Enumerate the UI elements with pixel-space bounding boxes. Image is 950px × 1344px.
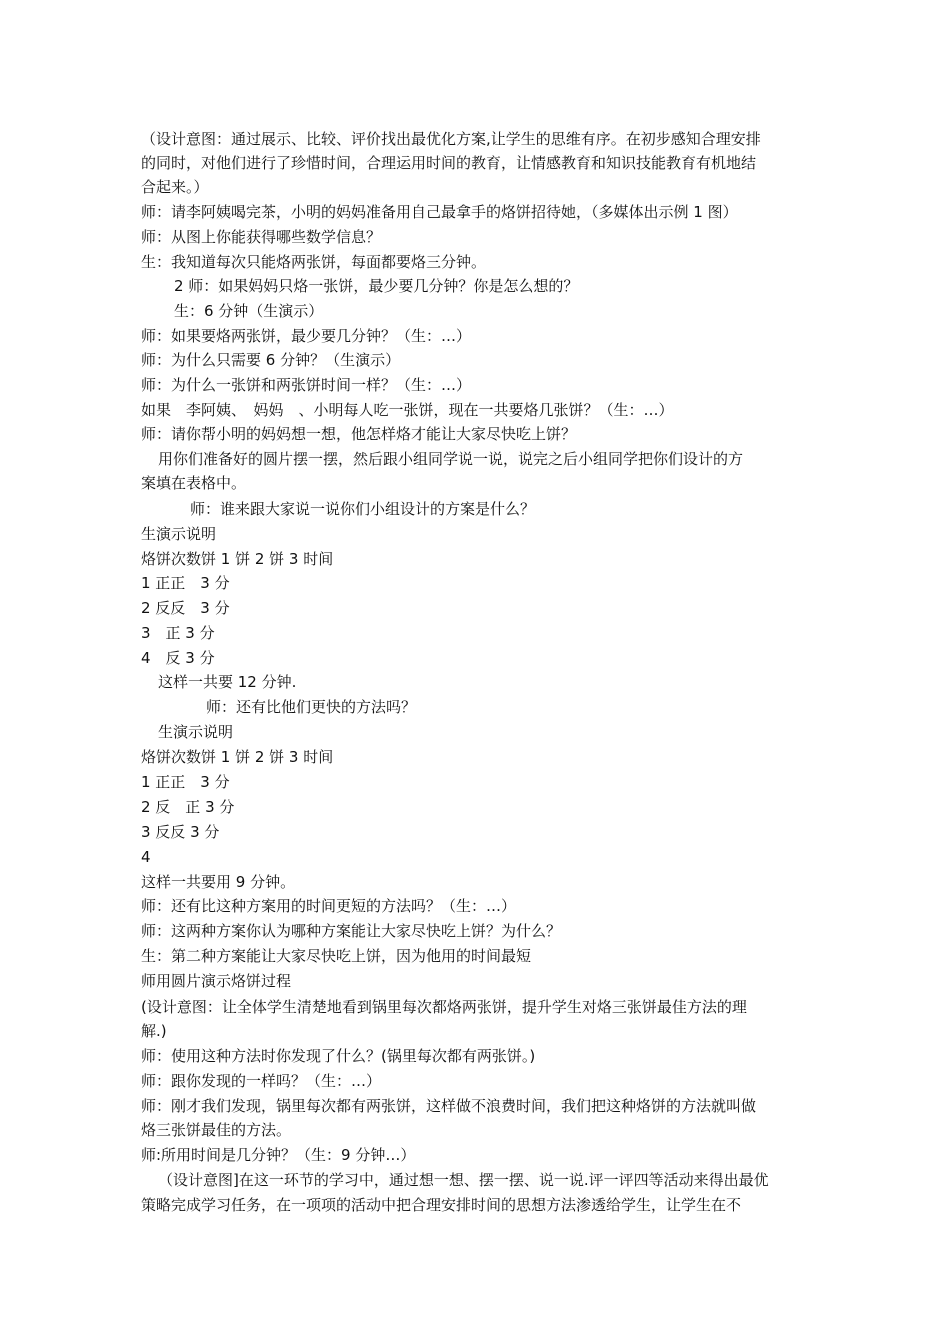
paragraph-line: 案填在表格中。 <box>141 474 247 492</box>
paragraph-line: 师：如果要烙两张饼，最少要几分钟？（生：…） <box>141 327 472 345</box>
paragraph-line: 师：为什么只需要 6 分钟？（生演示） <box>141 351 401 369</box>
paragraph-line: 生：我知道每次只能烙两张饼，每面都要烙三分钟。 <box>141 253 487 271</box>
paragraph-line: 生演示说明 <box>141 525 217 543</box>
paragraph-line: 师：使用这种方法时你发现了什么？(锅里每次都有两张饼。) <box>141 1047 536 1065</box>
paragraph-line: 烙饼次数饼 1 饼 2 饼 3 时间 <box>141 550 334 568</box>
paragraph-line: 生：第二种方案能让大家尽快吃上饼，因为他用的时间最短 <box>141 947 532 965</box>
paragraph-line: 师：请你帮小明的妈妈想一想，他怎样烙才能让大家尽快吃上饼？ <box>141 425 577 443</box>
paragraph-line: 策略完成学习任务，在一项项的活动中把合理安排时间的思想方法渗透给学生，让学生在不 <box>141 1196 742 1214</box>
paragraph-line: 这样一共要用 9 分钟。 <box>141 873 296 891</box>
paragraph-line: 生演示说明 <box>158 723 234 741</box>
paragraph-line: 师：还有比这种方案用的时间更短的方法吗？（生：…） <box>141 897 517 915</box>
paragraph-line: 师：还有比他们更快的方法吗？ <box>206 698 417 716</box>
paragraph-line: 烙三张饼最佳的方法。 <box>141 1121 292 1139</box>
paragraph-line: 师：从图上你能获得哪些数学信息？ <box>141 228 382 246</box>
paragraph-line: 1 正正 3 分 <box>141 773 230 791</box>
paragraph-line: 3 正 3 分 <box>141 624 215 642</box>
paragraph-line: 用你们准备好的圆片摆一摆，然后跟小组同学说一说，说完之后小组同学把你们设计的方 <box>158 450 744 468</box>
paragraph-line: 4 <box>141 848 151 866</box>
paragraph-line: (设计意图：让全体学生清楚地看到锅里每次都烙两张饼，提升学生对烙三张饼最佳方法的理 <box>141 998 747 1016</box>
paragraph-line: （设计意图]在这一环节的学习中，通过想一想、摆一摆、说一说.评一评四等活动来得出最优 <box>158 1171 769 1189</box>
paragraph-line: 的同时，对他们进行了珍惜时间，合理运用时间的教育，让情感教育和知识技能教育有机地结 <box>141 154 757 172</box>
paragraph-line: 师：请李阿姨喝完茶，小明的妈妈准备用自己最拿手的烙饼招待她，（多媒体出示例 1 图） <box>141 203 738 221</box>
paragraph-line: 3 反反 3 分 <box>141 823 220 841</box>
paragraph-line: 合起来。） <box>141 178 209 196</box>
paragraph-line: 如果 李阿姨、 妈妈 、小明每人吃一张饼，现在一共要烙几张饼？（生：…） <box>141 401 674 419</box>
paragraph-line: 4 反 3 分 <box>141 649 215 667</box>
paragraph-line: 师用圆片演示烙饼过程 <box>141 972 292 990</box>
paragraph-line: 1 正正 3 分 <box>141 574 230 592</box>
paragraph-line: （设计意图：通过展示、比较、评价找出最优化方案,让学生的思维有序。在初步感知合理安排 <box>141 130 761 148</box>
paragraph-line: 师：刚才我们发现，锅里每次都有两张饼，这样做不浪费时间，我们把这种烙饼的方法就叫做 <box>141 1097 757 1115</box>
paragraph-line: 师：谁来跟大家说一说你们小组设计的方案是什么？ <box>190 500 536 518</box>
paragraph-line: 师：这两种方案你认为哪种方案能让大家尽快吃上饼？为什么？ <box>141 922 562 940</box>
paragraph-line: 2 反反 3 分 <box>141 599 230 617</box>
paragraph-line: 2 反 正 3 分 <box>141 798 235 816</box>
paragraph-line: 烙饼次数饼 1 饼 2 饼 3 时间 <box>141 748 334 766</box>
paragraph-line: 这样一共要 12 分钟. <box>158 673 297 691</box>
paragraph-line: 2 师：如果妈妈只烙一张饼，最少要几分钟？你是怎么想的？ <box>174 277 579 295</box>
paragraph-line: 解.) <box>141 1022 167 1040</box>
paragraph-line: 师:所用时间是几分钟？（生：9 分钟…） <box>141 1146 416 1164</box>
paragraph-line: 师：跟你发现的一样吗？（生：…） <box>141 1072 382 1090</box>
paragraph-line: 师：为什么一张饼和两张饼时间一样？（生：…） <box>141 376 472 394</box>
paragraph-line: 生：6 分钟（生演示） <box>174 302 324 320</box>
